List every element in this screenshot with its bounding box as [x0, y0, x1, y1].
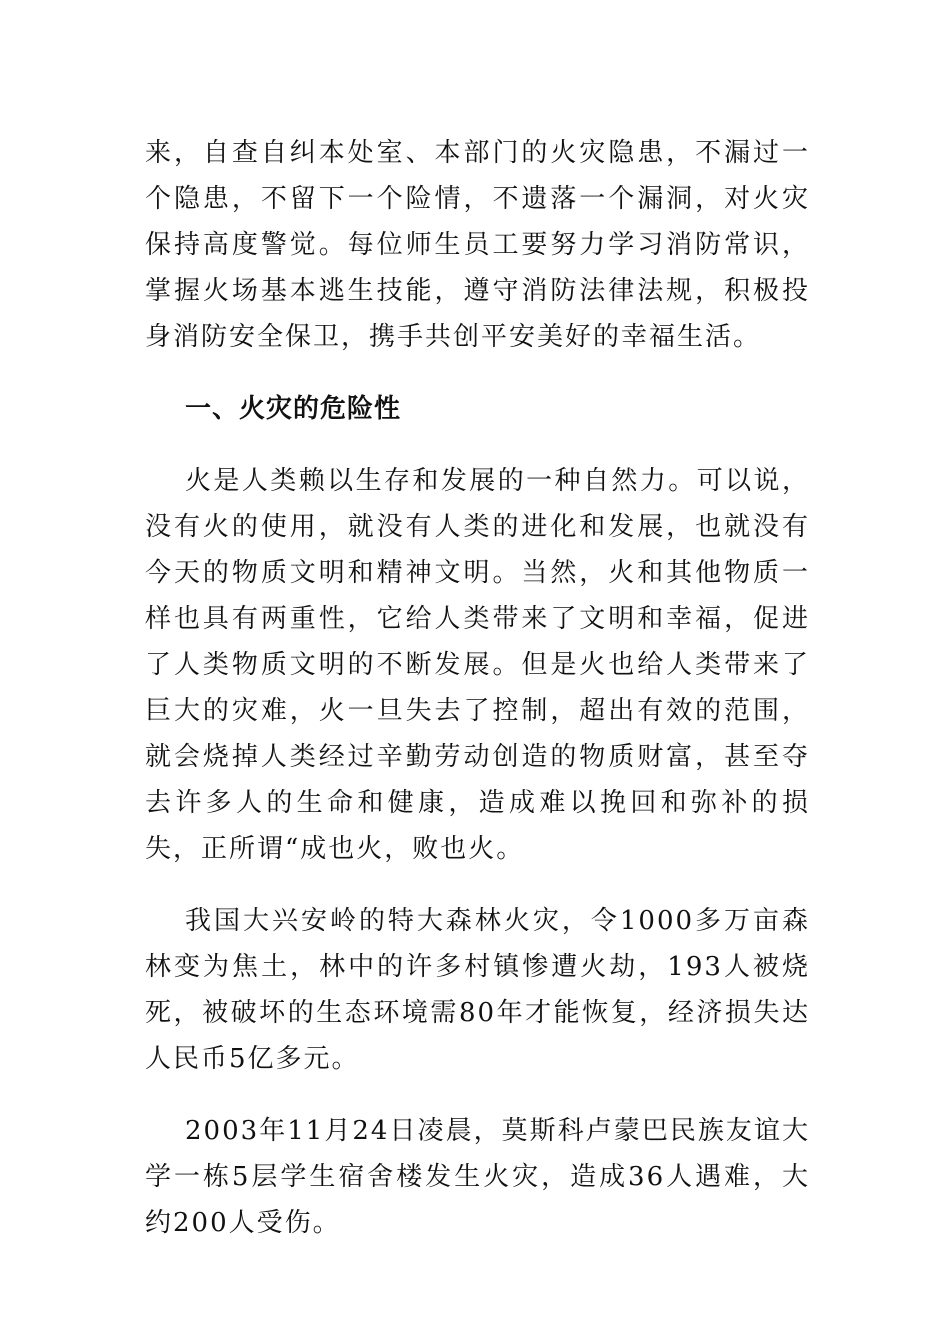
- document-body: [145, 130, 810, 1272]
- paragraph-continuation: 来，自查自纠本处室、本部门的火灾隐患，不漏过一个隐患，不留下一个险情，不遗落一个漏洞，对火灾保持高度警觉。每位师生员工要努力学习消防常识，掌握火场基本逃生技能，遵守消防法律法规，积极投身消防安全保卫，携手共创平安美好的幸福生活。: [145, 138, 810, 352]
- paragraph-fire-nature: 火是人类赖以生存和发展的一种自然力。可以说，没有火的使用，就没有人类的进化和发展，也就没有今天的物质文明和精神文明。当然，火和其他物质一样也具有两重性，它给人类带来了文明和幸福，促进了人类物质文明的不断发展。但是火也给人类带来了巨大的灾难，火一旦失去了控制，超出有效的范围，就会烧掉人类经过辛勤劳动创造的物质财富，甚至夺去许多人的生命和健康，造成难以挽回和弥补的损失，正所谓“成也火，败也火。: [145, 466, 810, 864]
- paragraph-daxinganling-fire: 我国大兴安岭的特大森林火灾，令1000多万亩森林变为焦土，林中的许多村镇惨遭火劫，193人被烧死，被破坏的生态环境需80年才能恢复，经济损失达人民币5亿多元。: [145, 906, 810, 1074]
- paragraph-moscow-fire: 2003年11月24日凌晨，莫斯科卢蒙巴民族友谊大学一栋5层学生宿舍楼发生火灾，造成36人遇难，大约200人受伤。: [145, 1116, 810, 1238]
- section-heading: 一、火灾的危险性: [185, 394, 402, 424]
